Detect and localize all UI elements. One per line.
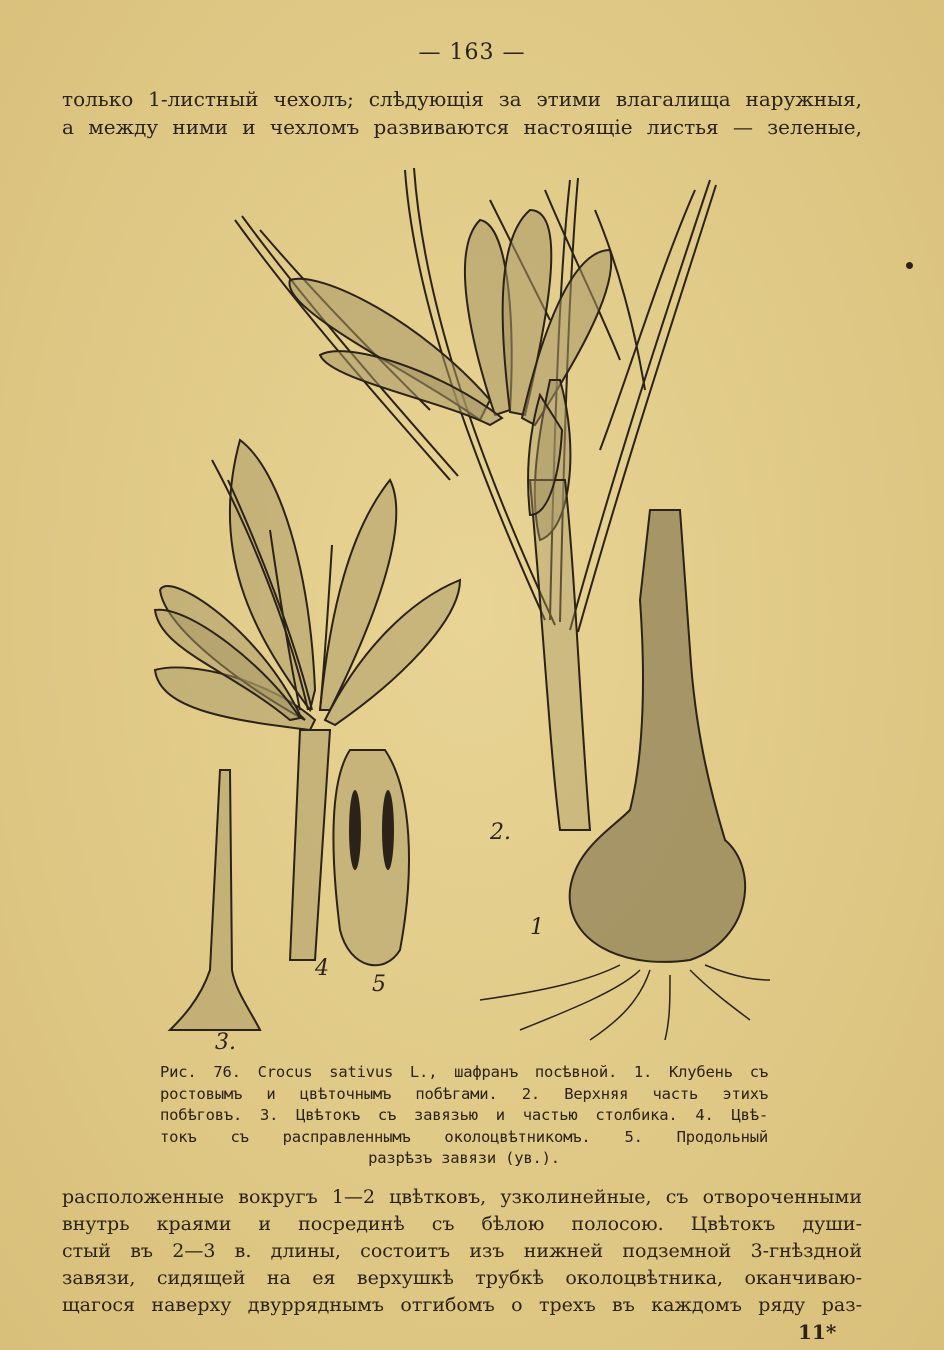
figure-label-3: 3. xyxy=(215,1030,236,1055)
caption-line: разрѣзъ завязи (ув.). xyxy=(368,1149,560,1167)
text-line: стый въ 2—3 в. длины, состоитъ изъ нижней подземной 3-гнѣздной xyxy=(62,1240,862,1262)
caption-line: токъ съ расправленнымъ околоцвѣтникомъ. 5. Продольный xyxy=(160,1127,768,1146)
figure-label-4: 4 xyxy=(315,956,329,981)
page-number: — 163 — xyxy=(418,40,526,65)
crocus-illustration xyxy=(150,150,790,1055)
top-paragraph xyxy=(62,86,862,141)
text-line: завязи, сидящей на ея верхушкѣ трубкѣ околоцвѣтника, оканчиваю- xyxy=(62,1267,862,1289)
text-line: щагося наверху двурряднымъ отгибомъ о трехъ въ каждомъ ряду раз- xyxy=(62,1294,862,1316)
caption-line: побѣговъ. 3. Цвѣтокъ съ завязью и частью столбика. 4. Цвѣ- xyxy=(160,1106,768,1124)
text-line: расположенные вокругъ 1—2 цвѣтковъ, узколинейные, съ отвороченными внутрь краями и посрединѣ съ бѣлою полосою. Цвѣтокъ души- xyxy=(62,1186,862,1235)
figure-caption xyxy=(160,1062,768,1170)
text-line: только 1-листный чехолъ; слѣдующія за этими влагалища наружныя, xyxy=(62,87,862,111)
ink-spot xyxy=(906,262,913,269)
signature-mark: 11* xyxy=(798,1320,837,1344)
figure-label-1: 1 xyxy=(530,915,544,940)
text-line: а между ними и чехломъ развиваются настоящіе листья — зеленые, xyxy=(62,114,862,139)
figure-label-5: 5 xyxy=(372,972,386,997)
caption-line: Рис. 76. Crocus sativus L., шафранъ посѣвной. 1. Клубень съ xyxy=(160,1063,768,1081)
caption-line: ростовымъ и цвѣточнымъ побѣгами. 2. Верхняя часть этихъ xyxy=(160,1084,768,1103)
figure-label-2: 2. xyxy=(490,820,511,845)
crocus-drawing xyxy=(150,150,790,1055)
bottom-paragraph xyxy=(62,1184,862,1319)
